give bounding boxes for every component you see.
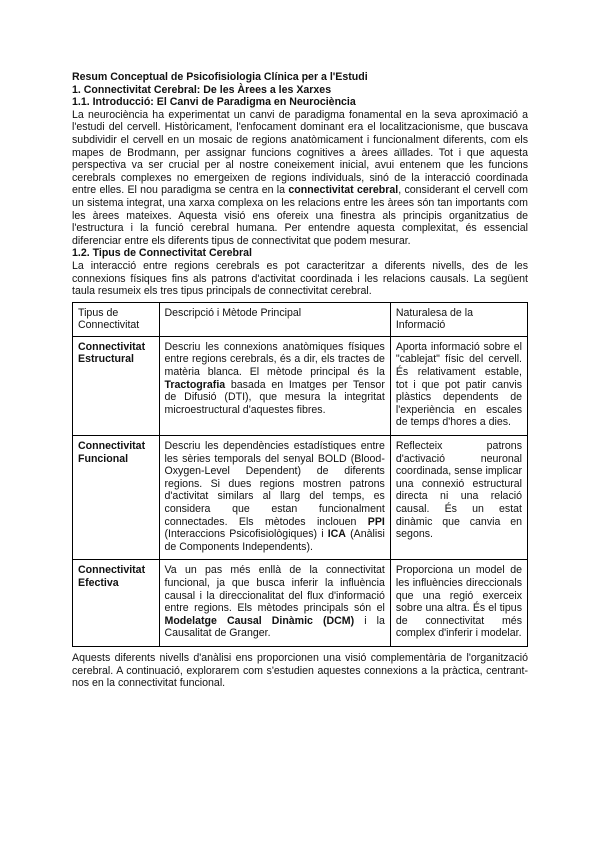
- desc-text: Descriu les dependències estadístiques entre les sèries temporals del senyal BOLD (Blood-Oxygen-Level Dependent) de diferents regions. Si dues regions mostren patrons d'activitat similars al llarg del temps, es considera que estan funcionalment connectades. Els mètodes inclouen: [164, 440, 385, 528]
- intro-text-1: La neurociència ha experimentat un canvi de paradigma fonamental en la seva aproximació a l'estudi del cervell. Històricament, l'enfocament dominant era el localitzacionisme, que buscava subdividir el cervell en un mosaic de regions anatòmicament i funcionalment diferents, com els mapes de Brodmann, per assignar funcions cognitives a àrees aïllades. Tot i que aquesta perspectiva va ser crucial per al nostre coneixement inicial, avui entenem que les funcions cerebrals complexes no emergeixen de regions individuals, sinó de la interacció coordinada entre elles. El nou paradigma se centra en la: [72, 108, 528, 197]
- header-type: Tipus de Connectivitat: [73, 302, 160, 336]
- intro-paragraph: [72, 109, 528, 248]
- section-1-1-heading: 1.1. Introducció: El Canvi de Paradigma en Neurociència: [72, 96, 356, 109]
- desc-text: (Interaccions Psicofisiològiques) i: [164, 528, 328, 541]
- desc-bold: Modelatge Causal Dinàmic (DCM): [164, 614, 355, 627]
- closing-paragraph: Aquests diferents nivells d'anàlisi ens proporcionen una visió complementària de l'organització cerebral. A continuació, explorarem com s'estudien aquestes connexions a la pràctica, centrant-nos en la connectivitat funcional.: [72, 651, 528, 690]
- document-content: [72, 71, 528, 690]
- section-1-2-heading: 1.2. Tipus de Connectivitat Cerebral: [72, 247, 252, 260]
- table-row: [73, 336, 528, 435]
- row-info-cell: Aporta informació sobre el "cablejat" físic del cervell. És relativament estable, tot i que pot patir canvis plàstics dependents de l'experiència en escales de temps d'hores a dies.: [390, 336, 527, 435]
- document-title: Resum Conceptual de Psicofisiologia Clínica per a l'Estudi: [72, 71, 368, 83]
- row-info-cell: Proporciona un model de les influències direccionals que una regió exerceix sobre una altra. És el tipus de connectivitat més complex d'inferir i modelar.: [390, 560, 527, 647]
- desc-text: basada en Imatges per Tensor de Difusió (DTI), que mesura la integritat microestructural d'aquestes fibres.: [164, 378, 385, 416]
- row-type-cell: [73, 436, 160, 560]
- desc-bold: Tractografia: [164, 378, 226, 391]
- table-row: [73, 436, 528, 560]
- intro-text-2: , considerant el cervell com un sistema integrat, una xarxa complexa on les relacions entre les àrees són tan importants com les àrees mateixes. Aquesta visió ens ofereix una finestra als principis organitzatius de l'estructura i la funció cerebral humana. Per entendre aquesta complexitat, és essencial diferenciar entre els diferents tipus de connectivitat que podem mesurar.: [72, 184, 529, 247]
- row-type-label: Connectivitat Funcional: [78, 440, 146, 465]
- desc-text: Va un pas més enllà de la connectivitat funcional, ja que busca inferir la influència causal i la direccionalitat del flux d'informació entre regions. Els mètodes principals són el: [164, 564, 385, 615]
- table-row: [73, 560, 528, 647]
- desc-text: (Anàlisi de Components Independents).: [164, 528, 385, 553]
- row-description-cell: [159, 336, 390, 435]
- row-type-cell: [73, 336, 160, 435]
- types-intro-paragraph: La interacció entre regions cerebrals es pot caracteritzar a diferents nivells, des de les connexions físiques fins als patrons d'activitat coordinada i les relacions causals. La següent taula resumeix els tres tipus principals de connectivitat cerebral.: [72, 259, 528, 298]
- row-description-cell: [159, 436, 390, 560]
- header-information: Naturalesa de la Informació: [390, 302, 527, 336]
- row-type-label: Connectivitat Efectiva: [78, 564, 146, 589]
- desc-text: Descriu les connexions anatòmiques físiques entre regions cerebrals, és a dir, els tractes de matèria blanca. El mètode principal és la: [164, 340, 385, 379]
- desc-bold: PPI: [367, 515, 385, 528]
- connectivity-table: [72, 302, 528, 647]
- header-description: Descripció i Mètode Principal: [159, 302, 390, 336]
- desc-text: i la Causalitat de Granger.: [164, 614, 385, 640]
- intro-bold-term: connectivitat cerebral: [288, 184, 399, 197]
- row-type-label: Connectivitat Estructural: [78, 340, 146, 366]
- row-info-cell: Reflecteix patrons d'activació neuronal coordinada, sense implicar una connexió estructural directa ni una relació causal. És un estat dinàmic que canvia en segons.: [390, 436, 527, 560]
- desc-bold: ICA: [327, 528, 346, 541]
- row-type-cell: [73, 560, 160, 647]
- table-header-row: [73, 302, 528, 336]
- row-description-cell: [159, 560, 390, 647]
- section-1-heading: 1. Connectivitat Cerebral: De les Àrees a les Xarxes: [72, 83, 332, 96]
